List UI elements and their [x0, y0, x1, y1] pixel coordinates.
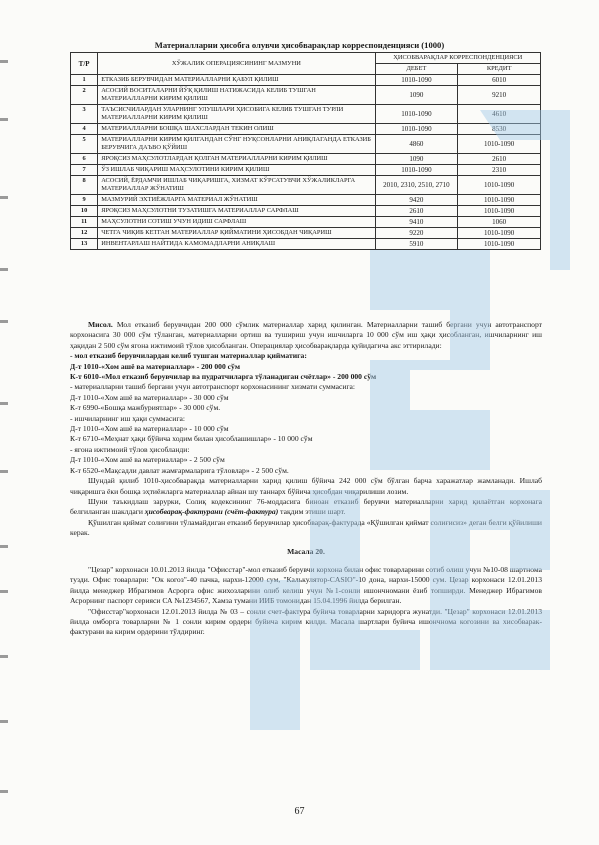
- entry-line: - мол етказиб берувчилардан келиб тушган материаллар қийматига:: [70, 351, 307, 361]
- row-description: ЧЕТГА ЧИҚИБ КЕТГАН МАТЕРИАЛЛАР ҚИЙМАТИНИ ҲИСОБДАН ЧИҚАРИШ: [98, 228, 375, 239]
- row-debit: 1010-1090: [375, 105, 458, 124]
- table-row: [71, 135, 541, 154]
- row-description: МАТЕРИАЛЛАРНИ КИРИМ ҚИЛГАНДАН СЎНГ НУҚСОНЛАРНИ АНИҚЛАГАНДА ЕТКАЗИБ БЕРУВЧИГА ДАЪВО ҚЎЙИШ: [98, 135, 375, 154]
- row-credit: 1010-1090: [458, 135, 541, 154]
- table-row: [71, 217, 541, 228]
- row-description: МАҲСУЛОТНИ СОТИШ УЧУН ИДИШ САРФЛАШ: [98, 217, 375, 228]
- row-description: ЯРОҚСИЗ МАҲСУЛОТНИ ТУЗАТИШГА МАТЕРИАЛЛАР САРФЛАШ: [98, 206, 375, 217]
- table-row: [71, 86, 541, 105]
- problem-title: Масала 20.: [287, 546, 325, 556]
- row-number: 6: [71, 154, 98, 165]
- row-debit: 9220: [375, 228, 458, 239]
- row-number: 9: [71, 195, 98, 206]
- row-credit: 2610: [458, 154, 541, 165]
- scan-edge-mark: [0, 470, 8, 473]
- table-row: [71, 206, 541, 217]
- row-debit: 1090: [375, 86, 458, 105]
- row-credit: 1010-1090: [458, 228, 541, 239]
- row-debit: 1010-1090: [375, 124, 458, 135]
- row-number: 7: [71, 165, 98, 176]
- row-credit: 9210: [458, 86, 541, 105]
- row-number: 10: [71, 206, 98, 217]
- scan-edge-mark: [0, 268, 8, 271]
- scan-edge-mark: [0, 196, 8, 199]
- scan-edge-mark: [0, 655, 8, 658]
- row-number: 11: [71, 217, 98, 228]
- row-description: АСОСИЙ, ЁРДАМЧИ ИШЛАБ ЧИҚАРИШГА, ХИЗМАТ КЎРСАТУВЧИ ХЎЖАЛИКЛАРГА МАТЕРИАЛЛАР ЖЎНАТИШ: [98, 176, 375, 195]
- row-number: 12: [71, 228, 98, 239]
- row-description: ИНВЕНТАРЛАШ НАЙТИДА КАМОМАДЛАРНИ АНИҚЛАШ: [98, 239, 375, 250]
- problem-paragraph: "Цезар" корхонаси 10.01.2013 йилда "Офисстар"-мол етказиб берувчи корхона билан офис товарларини сотиб олиш учун №10-08 шартнома тузди. Офис товарлари: "Ок когоз"-40 пачка, нархи-12000 сум, "Калькулятор-CASIO"-10 дона, нархи-15000 сум. Цезар корхонаси 12.01.2013 йилда менеджер Ибрагимов Асрорга офис жихозларини олиб келиш учун №1-сонли ишончномани ёзиб топширди. Менеджер Ибрагимов Асрорнинг паспорт серияси СА №1234567, Хамза тумани ИИБ томонидан 15.04.1996 йилда берилган.: [70, 564, 542, 606]
- row-number: 3: [71, 105, 98, 124]
- paragraph: [70, 497, 542, 518]
- paragraph: Қўшилган қиймат солиғини тўламайдиган етказиб берувчилар ҳисобварақ-фактурада «Қўшилган қиймат солиғисиз» деган белги қўйилиши керак.: [70, 517, 542, 538]
- entry-line: Д-т 1010-«Хом ашё ва материаллар» - 200 000 сўм: [70, 361, 241, 371]
- row-number: 13: [71, 239, 98, 250]
- scan-edge-mark: [0, 545, 8, 548]
- paragraph-part: тақдим этиши шарт.: [278, 507, 346, 517]
- table-row: [71, 165, 541, 176]
- row-credit: 6010: [458, 75, 541, 86]
- row-description: МАЗМУРИЙ ЭХТИЁЖЛАРГА МАТЕРИАЛ ЖЎНАТИШ: [98, 195, 375, 206]
- row-credit: 1060: [458, 217, 541, 228]
- table-row: [71, 124, 541, 135]
- entry-line: - ишчиларнинг иш ҳақи суммасига:: [70, 413, 185, 423]
- table-row: [71, 105, 541, 124]
- entry-line: - ягона ижтимоий тўлов ҳисобланди:: [70, 444, 190, 454]
- header-description: ХЎЖАЛИК ОПЕРАЦИЯСИНИНГ МАЗМУНИ: [98, 53, 375, 75]
- row-debit: 5910: [375, 239, 458, 250]
- row-debit: 4860: [375, 135, 458, 154]
- row-credit: 4610: [458, 105, 541, 124]
- row-number: 5: [71, 135, 98, 154]
- entry-line: К-т 6520-«Мақсадли давлат жамғармаларига тўловлар» - 2 500 сўм.: [70, 465, 289, 475]
- row-debit: 1010-1090: [375, 75, 458, 86]
- entry-line: К-т 6010-«Мол етказиб берувчилар ва пудратчиларга тўланадиган счётлар» - 200 000 сўм: [70, 372, 377, 382]
- table-row: [71, 239, 541, 250]
- page-number: 67: [294, 806, 305, 817]
- example-label: Мисол.: [88, 320, 113, 329]
- correspondence-table: [70, 52, 541, 250]
- row-description: ЯРОҚСИЗ МАҲСУЛОТЛАРДАН ҚОЛГАН МАТЕРИАЛЛАРНИ КИРИМ ҚИЛИШ: [98, 154, 375, 165]
- entry-line: К-т 6990-«Бошқа мажбуриятлар» - 30 000 сўм.: [70, 403, 221, 413]
- row-description: ТАЪСИСЧИЛАРДАН УЛАРНИНГ УЛУШЛАРИ ҲИСОБИГА КЕЛИБ ТУШГАН ТУРЛИ МАТЕРИАЛЛАРНИ КИРИМ ҚИЛИШ: [98, 105, 375, 124]
- paragraph: Шундай қилиб 1010-ҳисобварақда материалларни харид қилиш бўйича 242 000 сўм бўлган барча харажатлар жамланади. Ишлаб чиқаришга ёки бошқа эҳтиёжларга материаллар айнан шу таннарх бўйича ҳисобдан чиқарилиши лозим.: [70, 476, 542, 496]
- table-row: [71, 154, 541, 165]
- row-debit: 2610: [375, 206, 458, 217]
- row-credit: 1010-1090: [458, 206, 541, 217]
- row-credit: 1010-1090: [458, 195, 541, 206]
- problem-paragraph: "Офисстар"корхонаси 12.01.2013 йилда № 03 – сонли счет-фактура буйича товарларни харидорга жунатди. "Цезар" корхонаси 12.01.2013 йилда омборга товарларни № 1 сонли кирим ордери буйича кирим килди. Масала шартлари буйича ишончнома когозини ва хисобварак-фактурани ва кирим ордерини тўлдиринг.: [70, 606, 542, 637]
- scan-edge-mark: [0, 402, 8, 405]
- row-credit: 8530: [458, 124, 541, 135]
- row-description: ЎЗ ИШЛАБ ЧИҚАРИШ МАҲСУЛОТИНИ КИРИМ ҚИЛИШ: [98, 165, 375, 176]
- row-number: 4: [71, 124, 98, 135]
- scan-edge-mark: [0, 720, 8, 723]
- table-title: Материалларни ҳисобга олувчи ҳисобварақлар корреспонденцияси (1000): [154, 40, 445, 50]
- entry-line: - материалларни ташиб бергани учун автотранспорт корхонасининг хизмати суммасига:: [70, 382, 356, 392]
- row-debit: 9410: [375, 217, 458, 228]
- emphasis-term: ҳисобварақ-фактурани (счёт-фактура): [144, 507, 279, 517]
- scan-edge-mark: [0, 320, 8, 323]
- row-description: МАТЕРИАЛЛАРНИ БОШҚА ШАХСЛАРДАН ТЕКИН ОЛИШ: [98, 124, 375, 135]
- row-number: 2: [71, 86, 98, 105]
- row-debit: 2010, 2310, 2510, 2710: [375, 176, 458, 195]
- row-description: ЕТКАЗИБ БЕРУВЧИДАН МАТЕРИАЛЛАРНИ ҚАБУЛ ҚИЛИШ: [98, 75, 375, 86]
- entry-line: Д-т 1010-«Хом ашё ва материаллар» - 10 000 сўм: [70, 424, 229, 434]
- scan-edge-mark: [0, 118, 8, 121]
- row-number: 8: [71, 176, 98, 195]
- example-body: Мол етказиб берувчидан 200 000 сўмлик материаллар харид қилинган. Материалларни ташиб бергани учун автотранспорт корхонасига 30 000 сўм тўланган, материалларни ортиш ва тушириш учун ишчиларга 10 000 сўм иш ҳақи ҳисобланган, ишчиларнинг иш ҳақидан 2 500 сўм ягона ижтимоий тўлов ҳисобланган. Операциялар ҳисобварақларда қуйидагича акс эттирилади:: [70, 320, 542, 350]
- scan-edge-mark: [0, 790, 8, 793]
- row-credit: 1010-1090: [458, 176, 541, 195]
- row-credit: 2310: [458, 165, 541, 176]
- header-tp: Т/Р: [71, 53, 98, 75]
- scan-edge-mark: [0, 60, 8, 63]
- table-row: [71, 195, 541, 206]
- entry-line: К-т 6710-«Меҳнат ҳақи бўйича ходим билан ҳисоблашишлар» - 10 000 сўм: [70, 434, 313, 444]
- row-debit: 9420: [375, 195, 458, 206]
- table-row: [71, 176, 541, 195]
- row-debit: 1010-1090: [375, 165, 458, 176]
- scan-edge-mark: [0, 590, 8, 593]
- row-number: 1: [71, 75, 98, 86]
- row-description: АСОСИЙ ВОСИТАЛАРНИ ЙЎҚ ҚИЛИШ НАТИЖАСИДА КЕЛИБ ТУШГАН МАТЕРИАЛЛАРНИ КИРИМ ҚИЛИШ: [98, 86, 375, 105]
- entry-line: Д-т 1010-«Хом ашё ва материаллар» - 2 500 сўм: [70, 455, 225, 465]
- row-credit: 1010-1090: [458, 239, 541, 250]
- body-text: [70, 320, 542, 638]
- header-debit: ДЕБЕТ: [375, 64, 458, 75]
- header-credit: КРЕДИТ: [458, 64, 541, 75]
- table-row: [71, 75, 541, 86]
- row-debit: 1090: [375, 154, 458, 165]
- table-row: [71, 228, 541, 239]
- entry-line: Д-т 1010-«Хом ашё ва материаллар» - 30 000 сўм: [70, 392, 229, 402]
- header-correspondence: ҲИСОБВАРАҚЛАР КОРРЕСПОНДЕНЦИЯСИ: [375, 53, 540, 64]
- paragraph-part: Шуни таъкидлаш зарурки, Солиқ кодексининг 76-моддасига биноан етказиб берувчи материалларни харид қилаётган корхонага белгиланган шаклдаги: [70, 496, 542, 517]
